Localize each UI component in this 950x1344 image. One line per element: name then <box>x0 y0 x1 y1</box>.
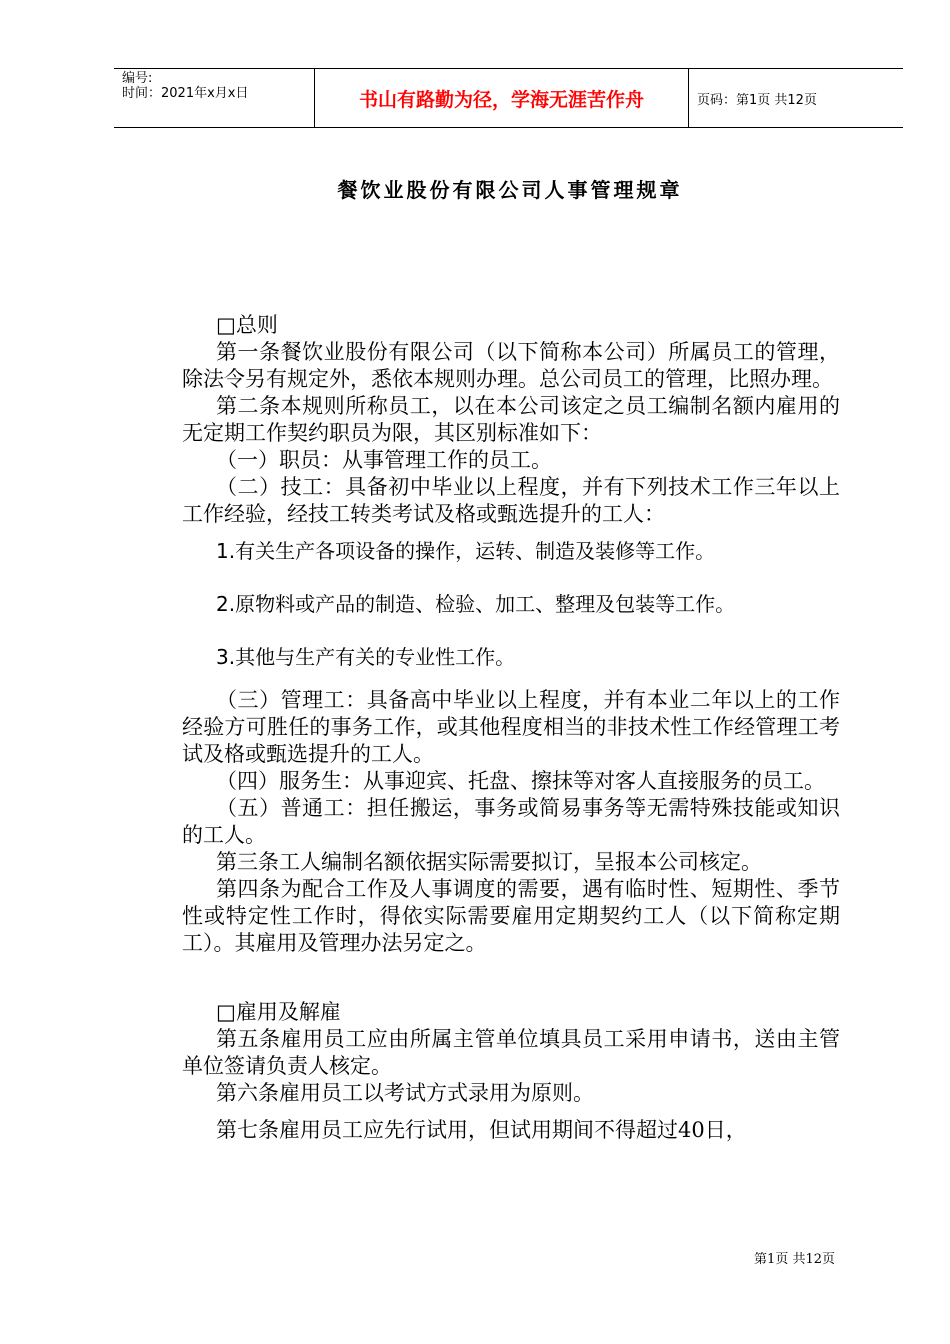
list-item-3: 3.其他与生产有关的专业性工作。 <box>216 645 516 669</box>
paragraph-article-6: 第六条雇用员工以考试方式录用为原则。 <box>216 1081 594 1105</box>
paragraph-clause-5: （五）普通工：担任搬运，事务或简易事务等无需特殊技能或知识的工人。 <box>182 796 840 847</box>
paragraph-article-2: 第二条本规则所称员工，以在本公司该定之员工编制名额内雇用的无定期工作契约职员为限，其区别标准如下： <box>182 394 840 445</box>
paragraph-clause-1: （一）职员：从事管理工作的员工。 <box>216 448 552 472</box>
header-page-info: 页码：第1页 共12页 <box>697 92 817 108</box>
number-label: 编号: <box>122 71 153 86</box>
time-label: 时间：2021年x月x日 <box>122 86 249 101</box>
list-item-1: 1.有关生产各项设备的操作，运转、制造及装修等工作。 <box>216 539 716 563</box>
paragraph-article-4: 第四条为配合工作及人事调度的需要，遇有临时性、短期性、季节性或特定性工作时，得依实际需要雇用定期契约工人（以下简称定期工）。其雇用及管理办法另定之。 <box>182 877 840 955</box>
list-item-2: 2.原物料或产品的制造、检验、加工、整理及包装等工作。 <box>216 592 736 616</box>
paragraph-article-3: 第三条工人编制名额依据实际需要拟订，呈报本公司核定。 <box>216 850 762 874</box>
section-heading-hiring: □雇用及解雇 <box>216 1000 341 1024</box>
paragraph-article-7: 第七条雇用员工应先行试用，但试用期间不得超过40日， <box>216 1118 747 1142</box>
paragraph-clause-4: （四）服务生：从事迎宾、托盘、擦抹等对客人直接服务的员工。 <box>216 769 825 793</box>
paragraph-article-5: 第五条雇用员工应由所属主管单位填具员工采用申请书，送由主管单位签请负责人核定。 <box>182 1027 840 1078</box>
paragraph-article-1: 第一条餐饮业股份有限公司（以下简称本公司）所属员工的管理，除法令另有规定外，悉依本规则办理。总公司员工的管理，比照办理。 <box>182 340 840 391</box>
document-title: 餐饮业股份有限公司人事管理规章 <box>337 178 683 202</box>
section-heading-general: □总则 <box>216 313 278 337</box>
page-footer: 第1页 共12页 <box>754 1252 835 1267</box>
header-table <box>114 68 903 128</box>
paragraph-clause-3: （三）管理工：具备高中毕业以上程度，并有本业二年以上的工作经验方可胜任的事务工作，或其他程度相当的非技术性工作经管理工考试及格或甄选提升的工人。 <box>182 688 840 766</box>
header-meta <box>114 69 315 127</box>
document-body <box>182 312 840 1144</box>
paragraph-clause-2: （二）技工：具备初中毕业以上程度，并有下列技术工作三年以上工作经验，经技工转类考试及格或甄选提升的工人： <box>182 475 840 526</box>
header-motto: 书山有路勤为径，学海无涯苦作舟 <box>315 69 689 127</box>
